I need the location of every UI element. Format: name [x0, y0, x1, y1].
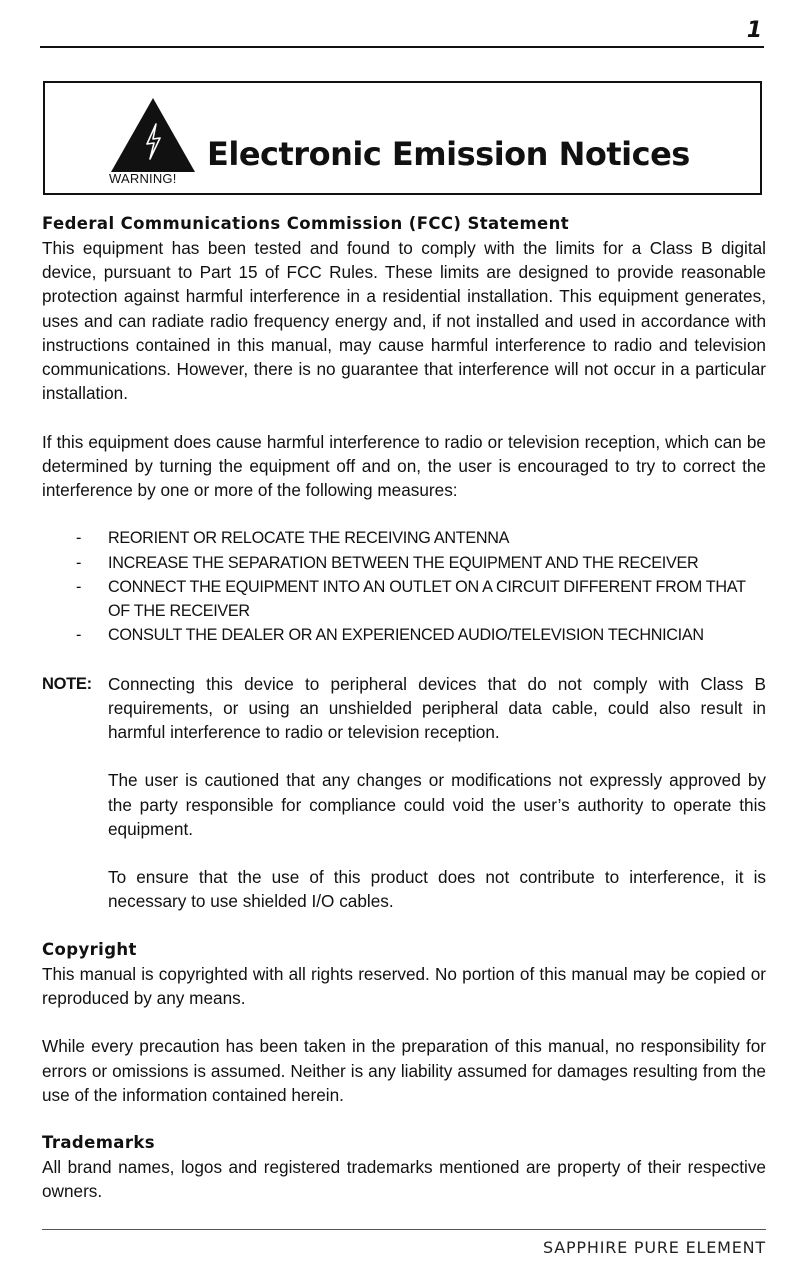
page-title: Electronic Emission Notices — [207, 135, 690, 173]
fcc-paragraph-1: This equipment has been tested and found to comply with the limits for a Class B digital device, pursuant to Part 15 of FCC Rules. These limits are designed to provide reasonable protection against harmful interference in a residential installation. This equipment generates, uses and can radiate radio frequency energy and, if not installed and used in accordance with instructions contained in this manual, may cause harmful interference to radio and television communications. However, there is no guarantee that interference will not occur in a particular installation. — [42, 238, 766, 404]
footer-product-name: SAPPHIRE PURE ELEMENT — [542, 1238, 766, 1257]
note-paragraph-1: Connecting this device to peripheral devices that do not comply with Class B requirements, or using an unshielded peripheral data cable, could also result in harmful interference to radio or television reception. — [108, 673, 766, 743]
header-rule — [40, 46, 764, 48]
trademarks-heading: Trademarks — [42, 1133, 155, 1153]
copyright-section — [42, 938, 766, 1107]
bullet-dash: - — [76, 553, 82, 572]
copyright-paragraph-2: While every precaution has been taken in the preparation of this manual, no responsibility for errors or omissions is assumed. Neither is any liability assumed for damages resulting from the use of the information contained herein. — [42, 1036, 766, 1105]
trademarks-section — [42, 1131, 766, 1203]
warning-label: WARNING! — [109, 171, 177, 186]
list-item: - INCREASE THE SEPARATION BETWEEN THE EQUIPMENT AND THE RECEIVER — [42, 551, 766, 575]
document-body — [42, 212, 766, 1204]
note-block — [42, 672, 766, 914]
note-paragraph-2: The user is cautioned that any changes or modifications not expressly approved by the party responsible for compliance could void the user’s authority to operate this equipment. — [108, 770, 766, 839]
note-paragraph-3: To ensure that the use of this product does not contribute to interference, it is necessary to use shielded I/O cables. — [108, 867, 766, 912]
note-label: NOTE: — [42, 674, 92, 693]
bullet-dash: - — [76, 626, 82, 645]
copyright-heading: Copyright — [42, 939, 137, 959]
trademarks-paragraph: All brand names, logos and registered trademarks mentioned are property of their respective owners. — [42, 1157, 766, 1202]
fcc-section — [42, 212, 766, 914]
bullet-dash: - — [76, 577, 82, 596]
warning-triangle-icon — [109, 96, 197, 174]
footer-rule — [42, 1229, 766, 1230]
page-number: 1 — [746, 18, 762, 43]
fcc-paragraph-2: If this equipment does cause harmful interference to radio or television reception, which can be determined by turning the equipment off and on, the user is encouraged to try to correct the interference by one or more of the following measures: — [42, 431, 766, 501]
list-item: - REORIENT OR RELOCATE THE RECEIVING ANTENNA — [42, 526, 766, 550]
list-item: - CONNECT THE EQUIPMENT INTO AN OUTLET ON A CIRCUIT DIFFERENT FROM THAT OF THE RECEIVER — [42, 575, 766, 623]
list-item: - CONSULT THE DEALER OR AN EXPERIENCED AUDIO/TELEVISION TECHNICIAN — [42, 623, 766, 647]
title-banner — [43, 81, 762, 195]
copyright-paragraph-1: This manual is copyrighted with all rights reserved. No portion of this manual may be copied or reproduced by any means. — [42, 963, 766, 1008]
fcc-heading: Federal Communications Commission (FCC) Statement — [42, 214, 570, 233]
bullet-dash: - — [76, 529, 82, 548]
measures-list — [42, 526, 766, 647]
